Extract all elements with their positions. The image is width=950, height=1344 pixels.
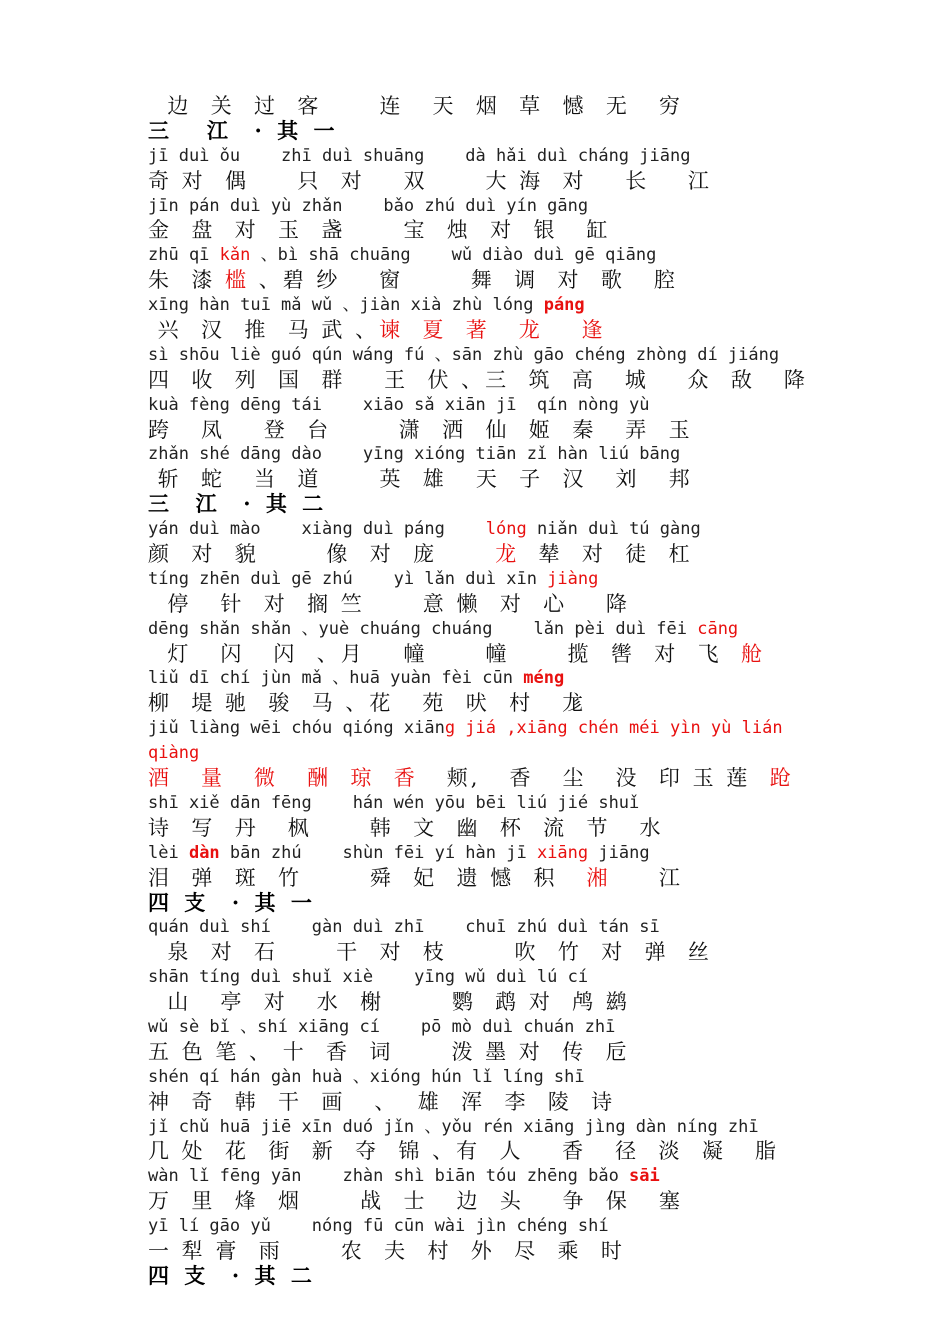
text-segment: 神 奇 韩 干 画 、 雄 浑 李 陵 诗 [148,1089,616,1114]
pinyin-line [148,841,848,866]
highlighted-text: lóng [485,519,527,540]
section-heading [148,1264,848,1289]
text-segment: xīng hàn tuī mǎ wǔ 、jiàn xià zhù lóng [148,295,544,316]
text-segment: quán duì shí gàn duì zhī chuī zhú duì tán sī [148,917,660,938]
pinyin-line [148,1164,848,1189]
pinyin-line [148,1214,848,1239]
text-segment: 奇 对 偶 只 对 双 大 海 对 长 江 [148,168,712,193]
pinyin-line [148,1015,848,1040]
pinyin-line [148,1065,848,1090]
text-segment: niǎn duì tú gàng [526,519,701,540]
text-segment: jǐ chǔ huā jiē xīn duó jǐn 、yǒu rén xiāng jìng dàn níng zhī [148,1116,759,1137]
pinyin-line [148,716,848,741]
text-segment: 一 犁 膏 雨 农 夫 村 外 尽 乘 时 [148,1238,625,1263]
highlighted-text: méng [523,668,565,689]
hanzi-line [148,1139,848,1164]
hanzi-line [148,368,848,393]
text-segment: 、bì shā chuāng wǔ diào duì gē qiāng [250,245,657,266]
section-heading [148,492,848,517]
pinyin-line [148,144,848,169]
text-segment: 金 盘 对 玉 盏 宝 烛 对 银 缸 [148,218,611,243]
text-segment: 跨 凤 登 台 潇 洒 仙 姬 秦 弄 玉 [148,417,693,442]
text-segment: 灯 闪 闪 、月 幢 幢 揽 辔 对 飞 [148,641,741,666]
pinyin-line [148,741,848,766]
text-segment: 泪 弹 斑 竹 舜 妃 遗 憾 积 [148,865,587,890]
highlighted-text: 谏 夏 著 龙 逢 [379,318,606,343]
highlighted-text: 酒 量 微 酬 琼 香 [148,766,418,791]
text-segment: 、碧 纱 窗 舞 调 对 歌 腔 [249,268,678,293]
text-segment: 万 里 烽 烟 战 士 边 头 争 保 塞 [148,1189,683,1214]
text-segment: jīn pán duì yù zhǎn bǎo zhú duì yín gāng [148,195,589,216]
hanzi-line [148,467,848,492]
text-segment: 边 关 过 客 连 天 烟 草 憾 无 穷 [148,94,683,118]
text-segment: liǔ dī chí jùn mǎ 、huā yuàn fèi cūn [148,668,524,689]
text-segment: sì shōu liè guó qún wáng fú 、sān zhù gāo chéng zhòng dí jiáng [148,344,780,365]
highlighted-text: xiāng [536,842,589,863]
text-segment: 四 收 列 国 群 王 伏 、三 筑 高 城 众 敌 降 [148,367,808,392]
pinyin-line [148,791,848,816]
hanzi-line [148,990,848,1015]
text-segment: 柳 堤 驰 骏 马 、花 苑 吠 村 尨 [148,691,587,716]
text-segment: wàn lǐ fēng yān zhàn shì biān tóu zhēng bǎo [148,1166,630,1187]
text-segment: 停 针 对 搁 竺 意 懒 对 心 降 [148,591,630,616]
highlighted-text: jiàng [547,568,599,589]
hanzi-line [148,94,848,119]
text-segment: lèi [148,842,189,863]
highlighted-text: cāng [697,618,739,639]
text-segment: 颜 对 貌 像 对 庞 [148,542,496,567]
pinyin-line [148,393,848,418]
text-segment: zhǎn shé dāng dào yīng xióng tiān zǐ hàn liú bāng [148,444,681,465]
pinyin-line [148,243,848,268]
pinyin-line [148,517,848,542]
hanzi-line [148,418,848,443]
text-segment: 山 亭 对 水 榭 鹦 鹉 对 鸬 鹚 [148,990,630,1015]
highlighted-text: kǎn [219,245,251,266]
hanzi-line [148,1189,848,1214]
hanzi-line [148,218,848,243]
text-segment: 三 江 · 其 二 [148,491,328,517]
text-segment: jī duì ǒu zhī duì shuāng dà hǎi duì cháng jiāng [148,145,691,166]
pinyin-line [148,915,848,940]
highlighted-text: 跄 [769,766,794,791]
text-segment: dēng shǎn shǎn 、yuè chuáng chuáng lǎn pèi duì fēi [148,618,698,639]
text-segment: shān tíng duì shuǐ xiè yīng wǔ duì lú cí [148,967,589,988]
pinyin-line [148,965,848,990]
hanzi-line [148,1090,848,1115]
text-segment: yī lí gāo yǔ nóng fū cūn wài jìn chéng shí [148,1216,609,1237]
hanzi-line [148,816,848,841]
hanzi-line [148,866,848,891]
hanzi-line [148,940,848,965]
text-segment: 朱 漆 [148,268,226,293]
hanzi-line [148,268,848,293]
highlighted-text: dàn [188,842,220,863]
text-segment: 辇 对 徒 杠 [519,542,693,567]
text-segment: zhū qī [148,245,220,266]
pinyin-line [148,194,848,219]
hanzi-line [148,1239,848,1264]
text-segment: 斩 蛇 当 道 英 雄 天 子 汉 刘 邦 [148,467,693,492]
hanzi-line [148,691,848,716]
text-segment: yán duì mào xiàng duì páng [148,519,486,540]
text-segment: 几 处 花 街 新 夺 锦 、有 人 香 径 淡 凝 脂 [148,1139,779,1164]
highlighted-text: 湘 [586,865,611,890]
text-segment: jiǔ liàng wēi chóu qióng xiān [148,718,445,739]
text-segment: 江 [610,865,683,890]
pinyin-line [148,293,848,318]
text-segment: bān zhú shùn fēi yí hàn jī [219,842,537,863]
highlighted-text: qiàng [148,743,200,764]
text-segment: 诗 写 丹 枫 韩 文 幽 杯 流 节 水 [148,815,664,840]
highlighted-text: 槛 [225,268,250,293]
highlighted-text: 舱 [740,641,765,666]
pinyin-line [148,617,848,642]
pinyin-line [148,343,848,368]
hanzi-line [148,169,848,194]
text-segment: 三 江 · 其 一 [148,117,339,143]
hanzi-line [148,542,848,567]
highlighted-text: páng [543,295,585,316]
text-segment: kuà fèng dēng tái xiāo sǎ xiān jī qín nòng yù [148,394,650,415]
hanzi-line [148,318,848,343]
hanzi-line [148,1040,848,1065]
pinyin-line [148,567,848,592]
text-segment: 颊, 香 尘 没 印 玉 莲 [417,766,770,791]
text-segment: shén qí hán gàn huà 、xióng hún lǐ líng shī [148,1066,585,1087]
pinyin-line [148,1115,848,1140]
text-segment: 兴 汉 推 马 武 、 [148,318,380,343]
text-segment: shī xiě dān fēng hán wén yōu bēi liú jié shuǐ [148,792,640,813]
hanzi-line [148,766,848,791]
text-segment: jiāng [588,842,650,863]
highlighted-text: 龙 [495,542,520,567]
pinyin-line [148,666,848,691]
hanzi-line [148,592,848,617]
text-segment: wǔ sè bǐ 、shí xiāng cí pō mò duì chuán zhī [148,1016,616,1037]
text-segment: 泉 对 石 干 对 枝 吹 竹 对 弹 丝 [148,940,712,965]
highlighted-text: sāi [629,1166,660,1187]
document-body [148,94,848,1289]
section-heading [148,119,848,144]
hanzi-line [148,642,848,667]
pinyin-line [148,442,848,467]
highlighted-text: g jiá ,xiāng chén méi yìn yù lián [444,718,783,739]
section-heading [148,891,848,916]
text-segment: tíng zhēn duì gē zhú yì lǎn duì xīn [148,568,548,589]
text-segment: 四 支 · 其 二 [148,1262,316,1288]
text-segment: 五 色 笔 、 十 香 词 泼 墨 对 传 卮 [148,1039,630,1064]
text-segment: 四 支 · 其 一 [148,889,316,915]
